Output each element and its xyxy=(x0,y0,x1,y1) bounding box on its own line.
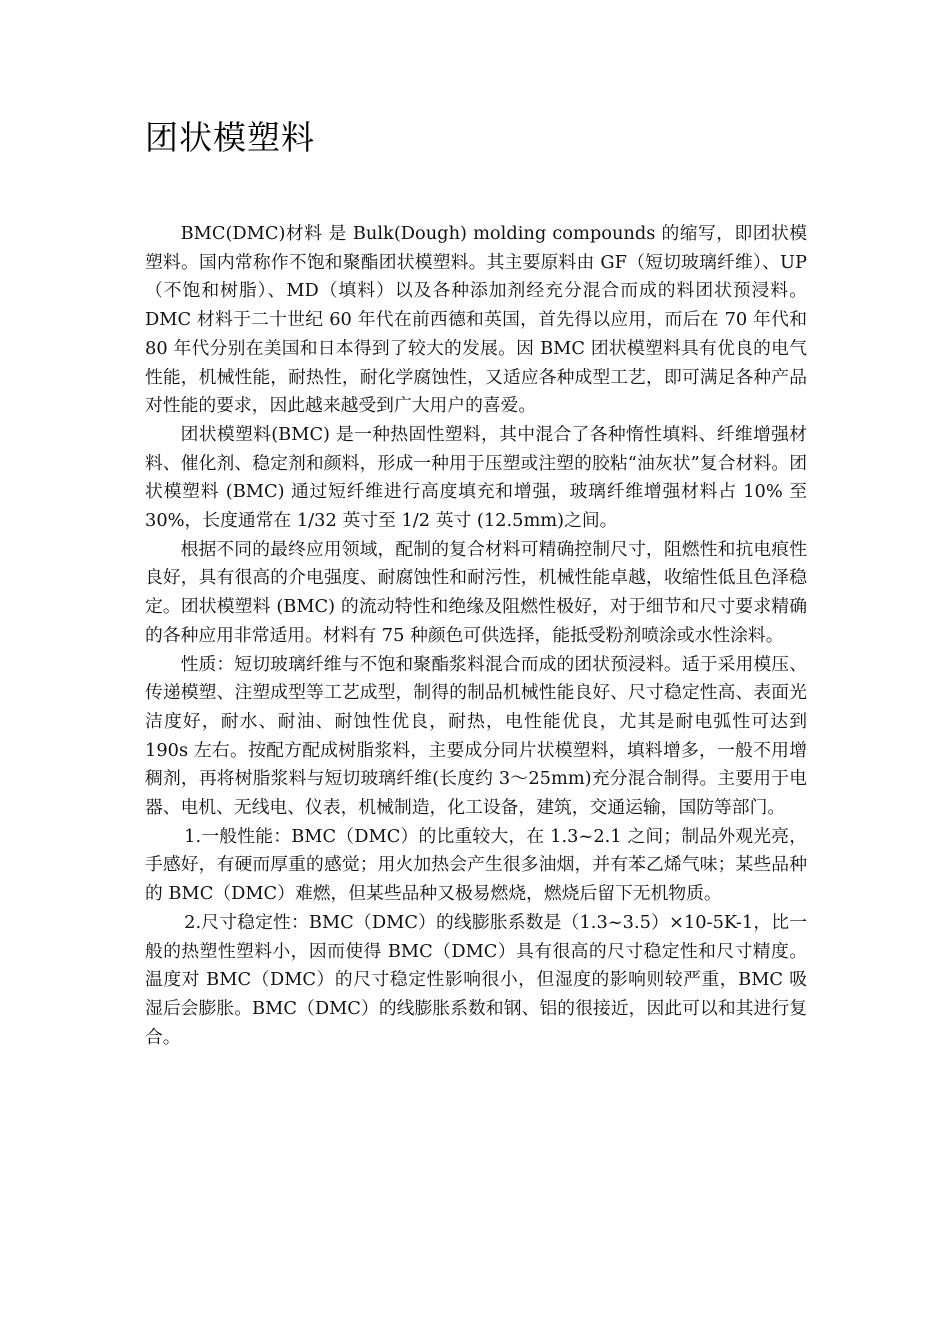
paragraph-definition: 团状模塑料(BMC) 是一种热固性塑料，其中混合了各种惰性填料、纤维增强材料、催化剂、稳定剂和颜料，形成一种用于压塑或注塑的胶粘“油灰状”复合材料。团状模塑料 (BMC) 通过短纤维进行高度填充和增强，玻璃纤维增强材料占 10% 至 30%，长度通常在 1/32 英寸至 1/2 英寸 (12.5mm)之间。 xyxy=(145,423,807,532)
paragraph-properties: 性质：短切玻璃纤维与不饱和聚酯浆料混合而成的团状预浸料。适于采用模压、传递模塑、注塑成型等工艺成型，制得的制品机械性能良好、尺寸稳定性高、表面光洁度好，耐水、耐油、耐蚀性优良，耐热，电性能优良，尤其是耐电弧性可达到 190s 左右。按配方配成树脂浆料，主要成分同片状模塑料，填料增多，一般不用增稠剂，再将树脂浆料与短切玻璃纤维(长度约 3～25mm)充分混合制得。主要用于电器、电机、无线电、仪表，机械制造，化工设备，建筑，交通运输，国防等部门。 xyxy=(145,653,807,819)
page-title: 团状模塑料 xyxy=(145,118,315,157)
paragraph-dimensional-stability: 2.尺寸稳定性：BMC（DMC）的线膨胀系数是（1.3~3.5）×10-5K-1，比一般的热塑性塑料小，因而使得 BMC（DMC）具有很高的尺寸稳定性和尺寸精度。温度对 BMC（DMC）的尺寸稳定性影响很小，但湿度的影响则较严重，BMC 吸湿后会膨胀。BMC（DMC）的线膨胀系数和钢、铝的很接近，因此可以和其进行复合。 xyxy=(145,911,807,1048)
paragraph-intro: BMC(DMC)材料 是 Bulk(Dough) molding compounds 的缩写，即团状模塑料。国内常称作不饱和聚酯团状模塑料。其主要原料由 GF（短切玻璃纤维）、UP（不饱和树脂）、MD（填料）以及各种添加剂经充分混合而成的料团状预浸料。DMC 材料于二十世纪 60 年代在前西德和英国，首先得以应用，而后在 70 年代和 80 年代分别在美国和日本得到了较大的发展。因 BMC 团状模塑料具有优良的电气性能，机械性能，耐热性，耐化学腐蚀性，又适应各种成型工艺，即可满足各种产品对性能的要求，因此越来越受到广大用户的喜爱。 xyxy=(145,223,807,417)
paragraph-applications: 根据不同的最终应用领域，配制的复合材料可精确控制尺寸，阻燃性和抗电痕性良好，具有很高的介电强度、耐腐蚀性和耐污性，机械性能卓越，收缩性低且色泽稳定。团状模塑料 (BMC) 的流动特性和绝缘及阻燃性极好，对于细节和尺寸要求精确的各种应用非常适用。材料有 75 种颜色可供选择，能抵受粉剂喷涂或水性涂料。 xyxy=(145,538,807,646)
document-body xyxy=(145,220,807,1052)
paragraph-general-performance: 1.一般性能：BMC（DMC）的比重较大，在 1.3~2.1 之间；制品外观光亮，手感好，有硬而厚重的感觉；用火加热会产生很多油烟，并有苯乙烯气味；某些品种的 BMC（DMC）难燃，但某些品种又极易燃烧，燃烧后留下无机物质。 xyxy=(145,825,807,905)
